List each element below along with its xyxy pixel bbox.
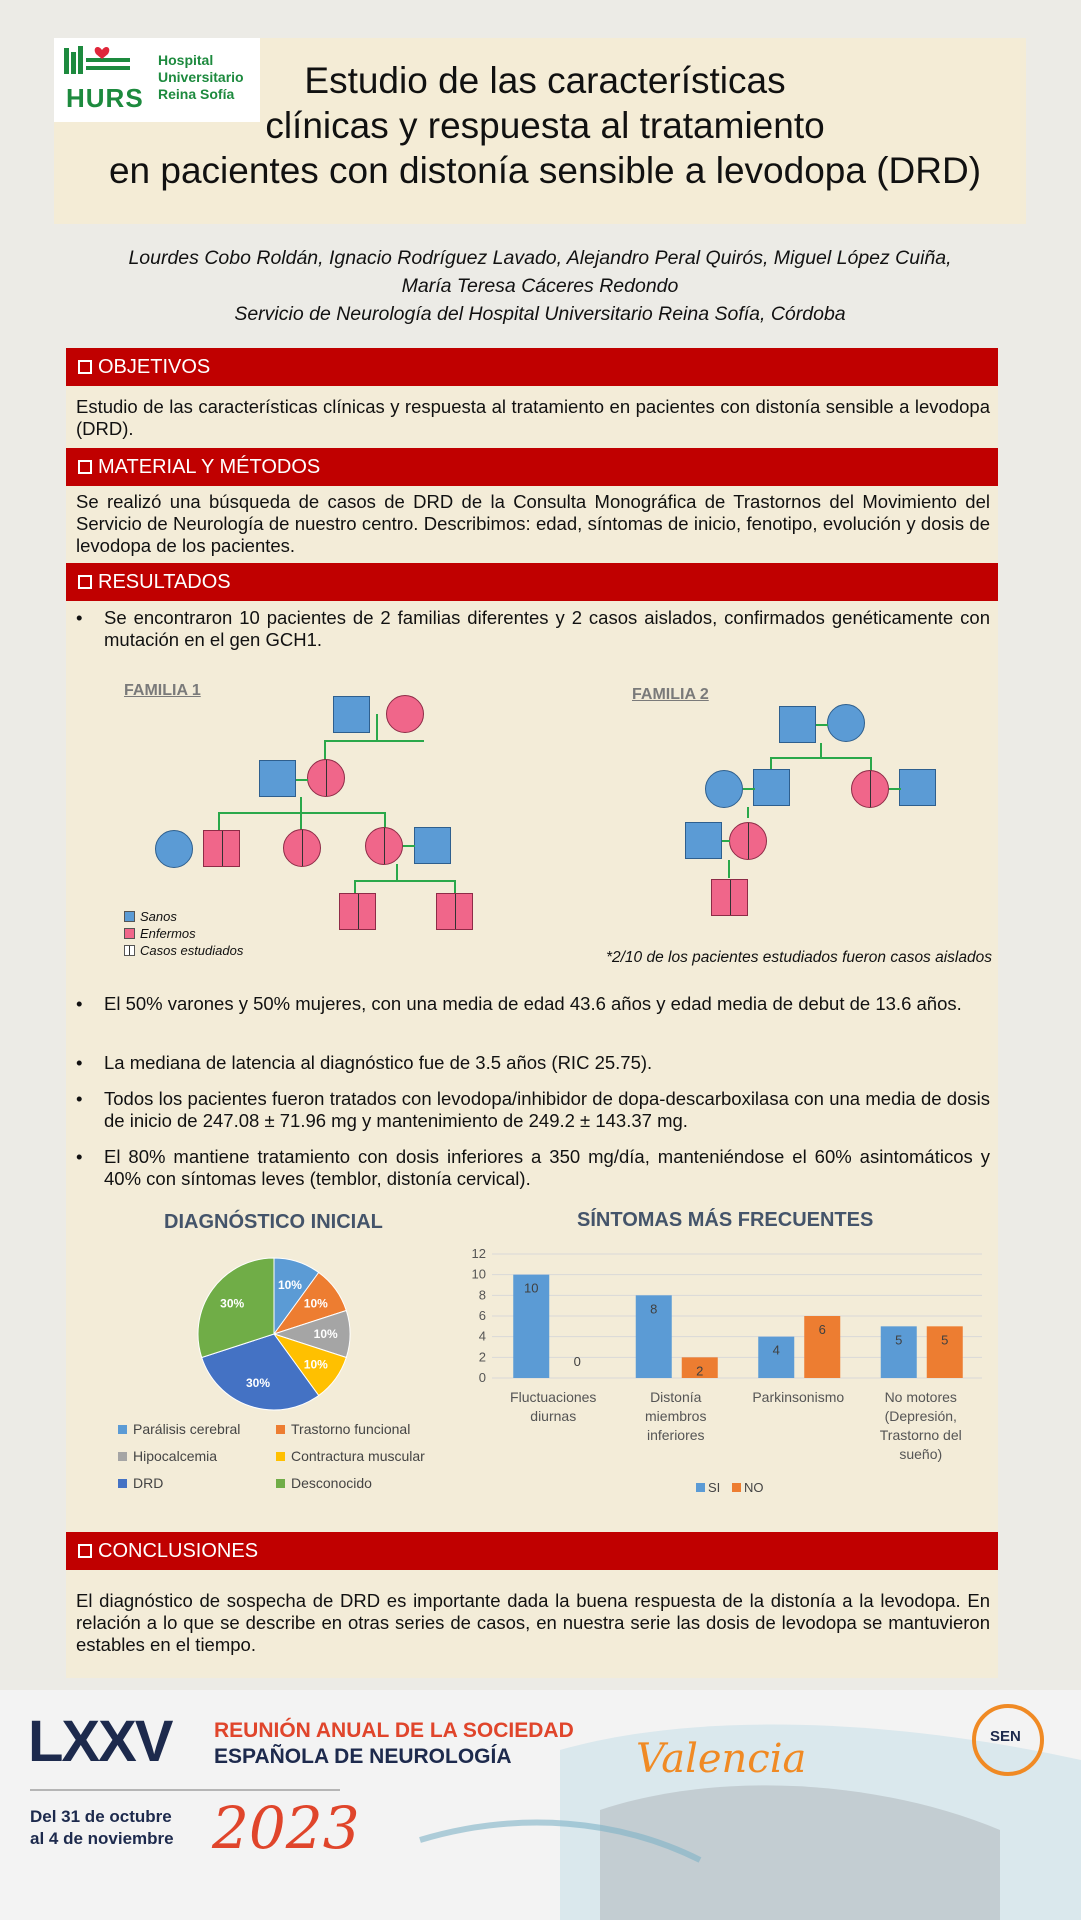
poster-title: Estudio de las características clínicas y respuesta al tratamiento en pacientes con distonía sensible a levodopa (DRD) (108, 60, 982, 191)
legend-enfermos (124, 926, 196, 941)
pie-legend-item (118, 1421, 240, 1437)
pie-legend-item (276, 1421, 410, 1437)
resultados-bullet: • Se encontraron 10 pacientes de 2 familias diferentes y 2 casos aislados, confirmados genéticamente con mutación en el gen GCH1. (76, 607, 990, 651)
legend-swatch (118, 1452, 127, 1461)
pedigree-line (396, 864, 398, 880)
pie-slice-label: 10% (303, 1357, 328, 1372)
legend-label: Desconocido (291, 1475, 372, 1491)
legend-label: Contractura muscular (291, 1448, 425, 1464)
x-category-label: (Depresión, (884, 1408, 957, 1424)
congress-city: Valencia (636, 1736, 807, 1782)
sen-logo: SEN (990, 1728, 1021, 1745)
authors-line: Lourdes Cobo Roldán, Ignacio Rodríguez Lavado, Alejandro Peral Quirós, Miguel López Cuiña, (128, 247, 952, 269)
bar-chart-title: SÍNTOMAS MÁS FRECUENTES (577, 1209, 874, 1231)
legend-swatch (118, 1479, 127, 1488)
pedigree-female-affected (365, 827, 403, 865)
legend-swatch (124, 911, 135, 922)
pie-chart (186, 1246, 362, 1422)
pie-legend-item (276, 1475, 372, 1491)
pedigree-male-healthy (259, 760, 296, 797)
pedigree-male-healthy (779, 706, 816, 743)
bar-value-label: 6 (818, 1322, 826, 1337)
pedigree-line (816, 724, 828, 726)
objetivos-text: Estudio de las características clínicas y respuesta al tratamiento en pacientes con distonía sensible a levodopa (DRD). (76, 396, 990, 439)
bar-value-label: 5 (941, 1332, 949, 1348)
legend-estudiados (124, 943, 243, 958)
pedigree-female-affected (283, 829, 321, 867)
checkbox-icon (78, 460, 92, 474)
section-title: RESULTADOS (98, 571, 231, 593)
checkbox-icon (78, 360, 92, 374)
pedigree-male-affected (436, 893, 473, 930)
legend-swatch (118, 1425, 127, 1434)
pedigree-female-healthy (705, 770, 743, 808)
pedigree-male-affected (711, 879, 748, 916)
pedigree-line (324, 740, 424, 742)
legend-label: DRD (133, 1475, 164, 1491)
pedigree-line (889, 788, 901, 790)
pie-legend-item (118, 1448, 217, 1464)
pedigree-male-healthy (899, 769, 936, 806)
pedigree-female-healthy (155, 830, 193, 868)
section-metodos-header (66, 448, 998, 486)
pedigree-male-healthy (333, 696, 370, 733)
section-title: OBJETIVOS (98, 356, 211, 378)
congress-year: 2023 (212, 1794, 360, 1862)
section-title: CONCLUSIONES (98, 1540, 259, 1562)
legend-swatch (276, 1452, 285, 1461)
bar-legend-swatch (696, 1483, 705, 1492)
x-category-label: inferiores (646, 1427, 705, 1443)
resultados-bullet: • Todos los pacientes fueron tratados con levodopa/inhibidor de dopa-descarboxilasa con una media de dosis de inicio de 247.08 ± 71.96 mg y mantenimiento de 249.2 ± 143.37 mg. (76, 1088, 990, 1132)
bar-chart (460, 1236, 1000, 1496)
legend-label: Trastorno funcional (291, 1421, 411, 1437)
congress-dates (30, 1806, 174, 1850)
section-conclusiones-header (66, 1532, 998, 1570)
x-category-label: Distonía (650, 1389, 702, 1405)
pedigree-line (747, 807, 749, 818)
conclusiones-text: El diagnóstico de sospecha de DRD es importante dada la buena respuesta de la distonía a la levodopa. En relación a lo que se describe en otras series de casos, en nuestra serie las dosis de levodopa se mantuvieron estables en el tiempo. (76, 1590, 990, 1655)
y-tick-label: 4 (478, 1328, 486, 1344)
congress-numeral: LXXV (28, 1709, 172, 1774)
section-objetivos-header (66, 348, 998, 386)
bar-value-label: 10 (524, 1280, 539, 1296)
x-category-label: miembros (645, 1408, 707, 1424)
legend-label: Sanos (140, 909, 177, 924)
congress-dates-line: Del 31 de octubre (30, 1807, 172, 1826)
pedigree-line (376, 714, 378, 740)
pedigree-female-affected (851, 770, 889, 808)
resultados-bullet: • El 50% varones y 50% mujeres, con una media de edad 43.6 años y edad media de debut de 13.6 años. (76, 993, 990, 1015)
pedigree-line (354, 880, 456, 882)
pedigree-line (770, 757, 872, 759)
bar-legend-label: SI (708, 1480, 721, 1495)
logo-line: Reina Sofía (158, 86, 235, 102)
legend-label: Hipocalcemia (133, 1448, 218, 1464)
legend-label: Casos estudiados (140, 943, 244, 958)
legend-swatch (276, 1479, 285, 1488)
pie-legend-item (118, 1475, 163, 1491)
y-tick-label: 2 (478, 1349, 486, 1365)
affiliation: Servicio de Neurología del Hospital Universitario Reina Sofía, Córdoba (234, 303, 846, 325)
x-category-label: No motores (884, 1389, 957, 1405)
pedigree-line (354, 880, 356, 894)
familia-1-label: FAMILIA 1 (124, 682, 201, 699)
pedigree-male-affected (203, 830, 240, 867)
bar-legend-swatch (732, 1483, 741, 1492)
y-tick-label: 12 (471, 1246, 486, 1261)
pedigree-line (300, 797, 302, 812)
metodos-text: Se realizó una búsqueda de casos de DRD de la Consulta Monográfica de Trastornos del Movimiento del Servicio de Neurología de nuestro centro. Describimos: edad, síntomas de inicio, fenotipo, evolución y dosis de levodopa de los pacientes. (76, 491, 990, 556)
legend-label: Enfermos (140, 926, 196, 941)
legend-swatch (124, 928, 135, 939)
checkbox-icon (78, 1544, 92, 1558)
pedigree-female-affected (307, 759, 345, 797)
pedigree-male-affected (339, 893, 376, 930)
pie-chart-title: DIAGNÓSTICO INICIAL (164, 1211, 383, 1233)
resultados-bullet: • El 80% mantiene tratamiento con dosis inferiores a 350 mg/día, manteniéndose el 60% asintomáticos y 40% con síntomas leves (temblor, distonía cervical). (76, 1146, 990, 1190)
congress-name-line: ESPAÑOLA DE NEUROLOGÍA (214, 1745, 512, 1768)
pedigree-line (722, 840, 730, 842)
pie-legend-item (276, 1448, 425, 1464)
bar-value-label: 4 (772, 1342, 780, 1358)
pedigree-line (820, 743, 822, 757)
y-tick-label: 10 (471, 1266, 486, 1282)
pedigree-female-affected (729, 822, 767, 860)
pedigree-female-affected (386, 695, 424, 733)
x-category-label: Fluctuaciones (510, 1389, 597, 1405)
bar-value-label: 5 (895, 1332, 903, 1348)
pedigree-male-healthy (685, 822, 722, 859)
logo-brand: HURS (66, 83, 144, 113)
pedigree-line (218, 812, 220, 832)
pedigree-line (296, 779, 308, 781)
pedigree-line (454, 880, 456, 894)
x-category-label: Parkinsonismo (752, 1389, 845, 1405)
pedigree-line (743, 788, 755, 790)
bar-value-label: 8 (650, 1301, 658, 1317)
pie-slice-label: 30% (246, 1376, 271, 1391)
pedigree-line (218, 812, 386, 814)
y-tick-label: 0 (478, 1370, 486, 1385)
pedigree-male-healthy (414, 827, 451, 864)
x-category-label: Trastorno del (879, 1427, 962, 1443)
x-category-label: diurnas (530, 1408, 577, 1424)
pie-slice-label: 30% (220, 1296, 245, 1311)
y-tick-label: 6 (478, 1308, 486, 1323)
pedigree-line (728, 860, 730, 878)
legend-sanos (124, 909, 177, 924)
legend-label: Parálisis cerebral (133, 1421, 241, 1437)
familia-2-label: FAMILIA 2 (632, 686, 709, 703)
pedigree-male-healthy (753, 769, 790, 806)
congress-dates-line: al 4 de noviembre (30, 1829, 174, 1848)
authors-line: María Teresa Cáceres Redondo (401, 275, 679, 297)
resultados-bullet: • La mediana de latencia al diagnóstico fue de 3.5 años (RIC 25.75). (76, 1052, 990, 1074)
bar-legend-label: NO (744, 1480, 764, 1495)
logo-line: Hospital (158, 52, 214, 68)
congress-name-line: REUNIÓN ANUAL DE LA SOCIEDAD (214, 1719, 574, 1742)
y-tick-label: 8 (478, 1287, 486, 1303)
legend-swatch (124, 945, 135, 956)
pedigree-line (870, 757, 872, 771)
x-category-label: sueño) (899, 1446, 943, 1462)
bar-value-label: 0 (573, 1354, 581, 1369)
pedigree-line (403, 845, 415, 847)
congress-name (214, 1718, 574, 1770)
pedigree-female-healthy (827, 704, 865, 742)
checkbox-icon (78, 575, 92, 589)
bar-value-label: 2 (696, 1363, 704, 1379)
pie-slice-label: 10% (303, 1296, 328, 1311)
pie-slice-label: 10% (277, 1277, 302, 1292)
congress-banner (0, 1690, 1081, 1920)
pie-slice-label: 10% (313, 1327, 338, 1341)
section-title: MATERIAL Y MÉTODOS (98, 456, 321, 478)
legend-swatch (276, 1425, 285, 1434)
authors-block (60, 244, 1020, 328)
section-resultados-header (66, 563, 998, 601)
isolated-cases-note: *2/10 de los pacientes estudiados fueron casos aislados (605, 949, 992, 966)
logo-line: Universitario (158, 69, 244, 85)
